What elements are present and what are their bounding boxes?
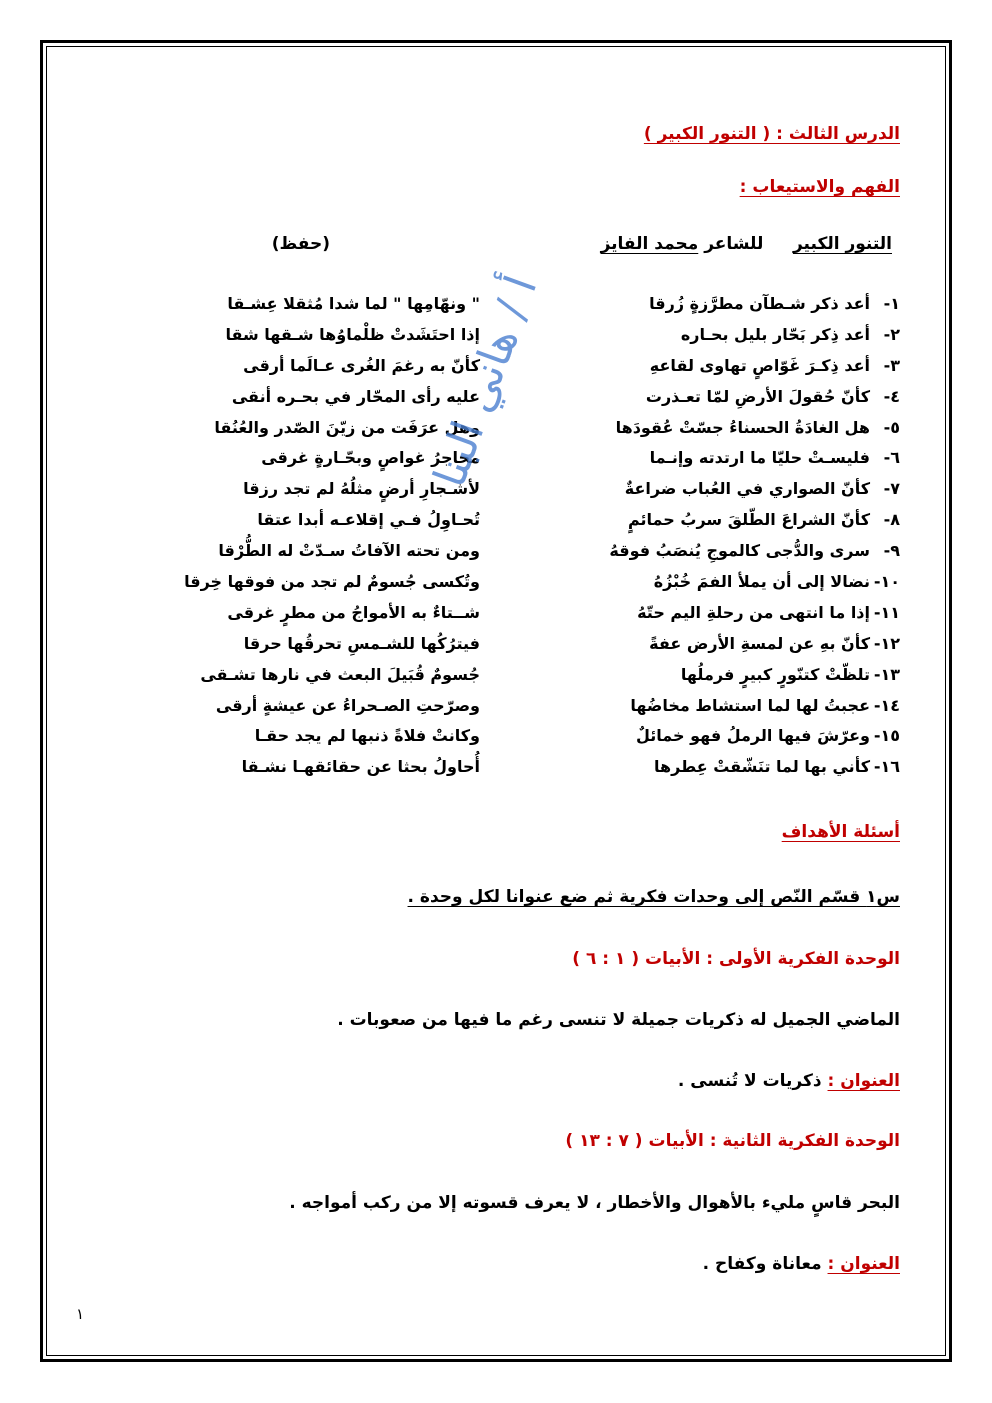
verse-first-hemistich: أعد ذكر شـطآن مطرَّزةٍ زُرقا: [649, 294, 870, 313]
section-heading: الفهم والاستيعاب :: [739, 177, 900, 197]
unit-2-heading: الوحدة الفكرية الثانية : الأبيات ( ٧ : ١٣ ): [565, 1131, 900, 1151]
verse-first-hemistich: أعد ذِكـرَ غَوّاصٍ تهاوى لقاعهِ: [649, 355, 870, 375]
verse-second-hemistich: كأنّ به رغمَ الغُرى عـالَما أرقى: [243, 355, 480, 375]
verse-row: [60, 541, 900, 572]
verse-first-hemistich: كأنّ الشراعَ الطّلقَ سربُ حمائمٍ: [627, 510, 870, 530]
unit-1-title-value: ذكريات لا تُنسى .: [677, 1071, 822, 1091]
verse-number: ١٤-: [873, 695, 900, 715]
verse-number: ٩-: [883, 541, 900, 561]
verse-second-hemistich: إذا احتَشَدتْ ظلْماوُها شـقها شقا: [225, 324, 480, 344]
verse-row: [60, 479, 900, 510]
verse-first-hemistich: عجبتُ لها لما استشاط مخاضُها: [630, 695, 870, 715]
verse-second-hemistich: محاجرُ غواصٍ وبحّـارةٍ غرقى: [261, 448, 480, 468]
verse-number: ١١-: [873, 602, 900, 622]
verse-row: [60, 572, 900, 603]
unit-1-content: الماضي الجميل له ذكريات جميلة لا تنسى رغم ما فيها من صعوبات .: [337, 1010, 900, 1030]
verse-row: [60, 665, 900, 696]
verse-number: ٢-: [883, 324, 900, 344]
question-1: س١ قسّم النّص إلى وحدات فكرية ثم ضع عنوانا لكل وحدة .: [407, 887, 900, 907]
verse-number: ٥-: [883, 417, 900, 437]
verse-first-hemistich: إذا ما انتهى من رحلةِ اليم حتّهُ: [637, 602, 870, 622]
poem-header: [601, 234, 892, 254]
verse-first-hemistich: أعد ذِكر بَحّار بليل بحـاره: [680, 324, 870, 344]
verse-second-hemistich: شــتاءٌ به الأمواجُ من مطرٍ غرقى: [227, 602, 480, 622]
verse-number: ٧-: [883, 479, 900, 499]
verse-number: ١٥-: [873, 726, 900, 746]
verse-second-hemistich: وهل عرَفَت من زيّنَ الصّدر والعُنُقا: [214, 417, 480, 437]
verse-second-hemistich: " ونهّامِها " لما شدا مُثقلا عِشـقا: [227, 294, 480, 313]
verse-row: [60, 696, 900, 727]
verse-number: ١-: [883, 294, 900, 313]
unit-2-title: [703, 1254, 900, 1274]
verse-second-hemistich: وكانتْ فلاةً ذنبها لم يجد حقـا: [254, 726, 480, 746]
document-page: [60, 0, 900, 1403]
verse-second-hemistich: جُسومٌ قُبَيلَ البعث في نارها تشـقى: [200, 664, 480, 684]
verse-row: [60, 634, 900, 665]
verse-number: ٤-: [883, 386, 900, 406]
verse-number: ١٢-: [873, 633, 900, 653]
verse-first-hemistich: كأنّ حُقولَ الأرضِ لمّا تعـذرت: [645, 386, 870, 406]
verse-number: ١٦-: [873, 757, 900, 777]
verse-first-hemistich: فليسـتْ حليّا ما ارتدته وإنـما: [649, 448, 870, 468]
verse-first-hemistich: وعرّشَ فيها الرملُ فهو خمائلٌ: [635, 726, 870, 746]
verse-second-hemistich: عليه رأى المحّار في بحـره أنقى: [231, 386, 480, 406]
verse-second-hemistich: أُحاولُ بحثا عن حقائقهـا نشـقا: [241, 757, 480, 777]
unit-2-content: البحر قاسٍ مليء بالأهوال والأخطار ، لا يعرف قسوته إلا من ركب أمواجه .: [289, 1193, 900, 1213]
unit-1-title: [678, 1071, 900, 1091]
unit-1-title-label: العنوان :: [827, 1071, 900, 1091]
poet-name: محمد الفايز: [600, 234, 699, 254]
verse-first-hemistich: هل الغادَةُ الحسناءُ جسّتْ عُقودَها: [615, 417, 870, 437]
verse-first-hemistich: سرى والدُّجى كالموجِ يُنصَبُ فوقهُ: [609, 541, 870, 561]
verse-first-hemistich: كأنّ بهِ عن لمسةِ الأرض عفةً: [649, 633, 870, 653]
verse-row: [60, 603, 900, 634]
poet-prefix: للشاعر: [704, 234, 764, 254]
lesson-title: الدرس الثالث : ( التنور الكبير ): [643, 124, 900, 144]
verse-row: [60, 510, 900, 541]
verse-number: ٦-: [883, 448, 900, 468]
memorize-note: (حفظ): [271, 234, 330, 254]
page-number: ١: [76, 1305, 85, 1323]
unit-1-heading: الوحدة الفكرية الأولى : الأبيات ( ١ : ٦ ): [572, 949, 900, 969]
verse-first-hemistich: كأني بها لما تنَشّقتْ عِطرها: [654, 757, 870, 777]
verse-second-hemistich: وصرّحتِ الصـحراءُ عن عيشةٍ أرقى: [215, 695, 480, 715]
verse-number: ١٣-: [873, 664, 900, 684]
verse-second-hemistich: لأشـجارِ أرضٍ مثلُهُ لم تجد رزقا: [243, 479, 480, 499]
verse-first-hemistich: نضالا إلى أن يملأ الفمَ خُبْزُهُ: [653, 572, 870, 592]
verse-second-hemistich: وتُكسى جُسومٌ لم تجد من فوقها خِرقا: [184, 572, 480, 592]
verse-first-hemistich: كأنّ الصواري في العُباب ضراعةٌ: [624, 479, 870, 499]
verse-row: [60, 726, 900, 757]
verse-first-hemistich: تلظّتْ كتنّورٍ كبيرٍ فرملُها: [680, 664, 870, 684]
verse-second-hemistich: ومن تحته الآفاتُ سـدّتْ له الطُّرْقا: [218, 541, 480, 561]
verse-number: ٨-: [883, 510, 900, 530]
poem-name: التنور الكبير: [792, 234, 892, 254]
unit-2-title-label: العنوان :: [827, 1254, 900, 1274]
objectives-heading: أسئلة الأهداف: [781, 822, 900, 842]
verse-second-hemistich: تُحـاوِلُ فـي إقلاعـه أبدا عتقا: [257, 510, 480, 530]
verse-row: [60, 757, 900, 788]
verse-second-hemistich: فيترُكُها للشـمسِ تحرقُها حرقا: [243, 633, 480, 653]
verse-number: ٣-: [883, 355, 900, 375]
watermark-signature: أ / هاني البنا: [424, 269, 548, 494]
verse-number: ١٠-: [873, 572, 900, 592]
unit-2-title-value: معاناة وكفاح .: [702, 1254, 822, 1274]
